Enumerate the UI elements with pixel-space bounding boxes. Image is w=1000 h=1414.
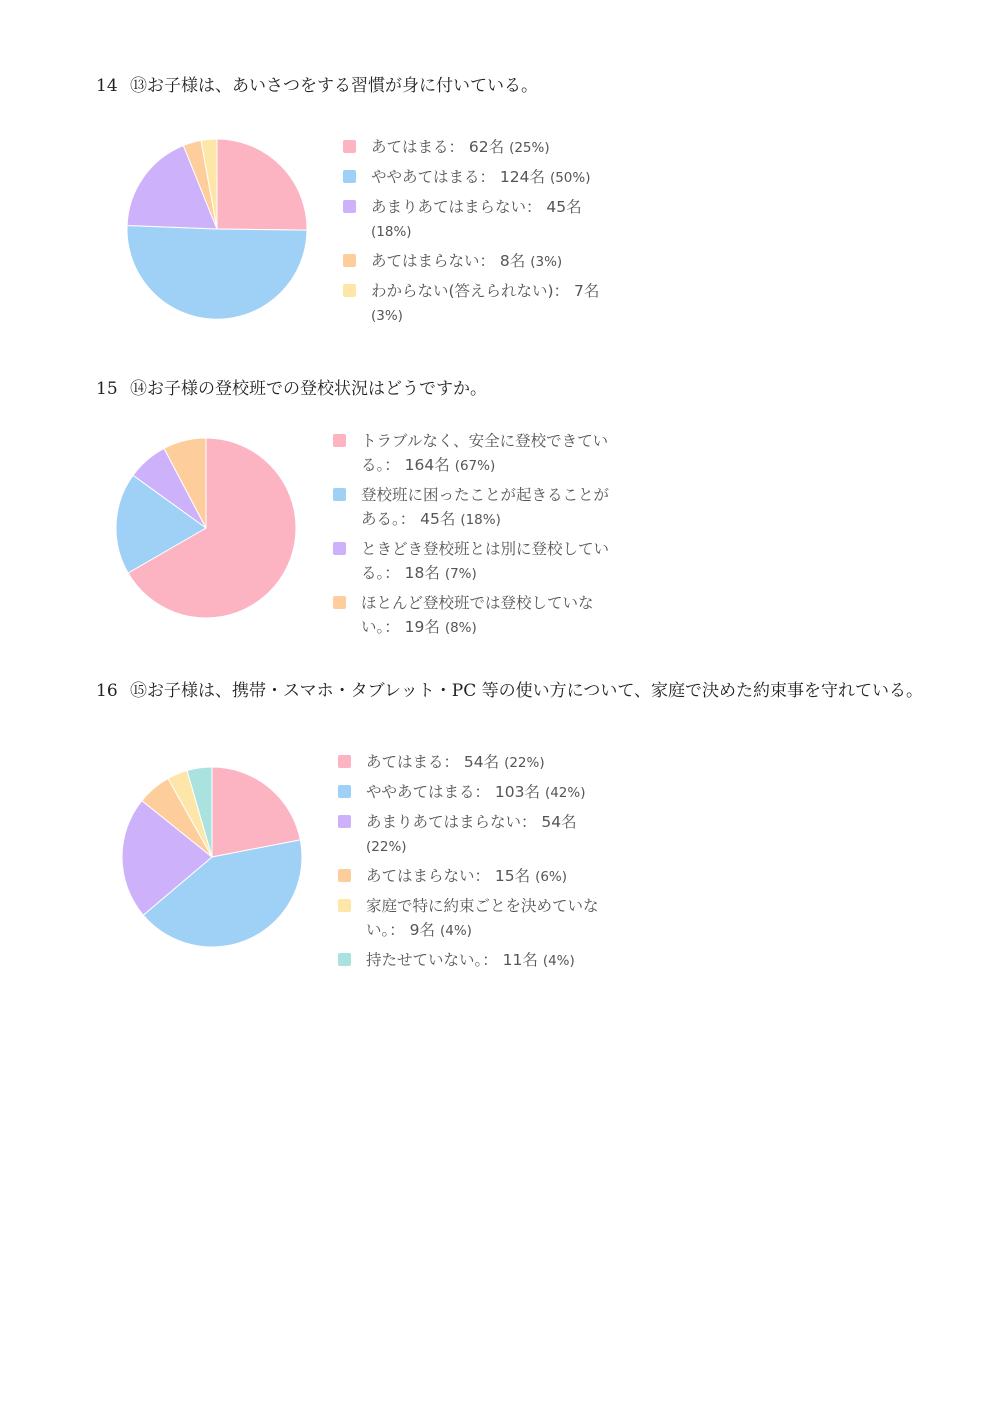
legend-label: あてはまる： 54名 bbox=[366, 753, 505, 771]
question-number: 15 bbox=[96, 379, 118, 399]
legend-percent: (6%) bbox=[535, 869, 568, 885]
chart-legend bbox=[343, 135, 621, 333]
legend-swatch bbox=[338, 785, 351, 798]
question-title bbox=[96, 71, 926, 101]
legend-swatch bbox=[333, 488, 346, 501]
legend-label: あてはまらない： 15名 bbox=[366, 867, 536, 885]
legend-percent: (7%) bbox=[444, 566, 477, 582]
question-text: ⑭お子様の登校班での登校状況はどうですか。 bbox=[130, 379, 487, 399]
pie-chart bbox=[117, 762, 307, 952]
legend-percent: (18%) bbox=[371, 224, 412, 240]
question-text: ⑬お子様は、あいさつをする習慣が身に付いている。 bbox=[130, 76, 538, 96]
chart-legend bbox=[333, 429, 611, 645]
legend-percent: (3%) bbox=[530, 254, 563, 270]
legend-item bbox=[343, 135, 621, 160]
legend-percent: (50%) bbox=[549, 170, 591, 186]
legend-label: あてはまる： 62名 bbox=[371, 138, 510, 156]
legend-percent: (8%) bbox=[444, 620, 477, 636]
legend-percent: (18%) bbox=[460, 512, 501, 528]
legend-percent: (25%) bbox=[509, 140, 550, 156]
legend-label: わからない(答えられない)： 7名 bbox=[371, 282, 600, 300]
legend-item bbox=[338, 750, 616, 775]
legend-swatch bbox=[343, 254, 356, 267]
legend-item bbox=[343, 165, 621, 190]
legend-item bbox=[338, 948, 616, 973]
pie-slice-1 bbox=[217, 139, 307, 230]
legend-item bbox=[338, 810, 616, 859]
question-number: 14 bbox=[96, 76, 118, 96]
legend-item bbox=[343, 195, 621, 244]
legend-item bbox=[333, 537, 611, 586]
question-number: 16 bbox=[96, 681, 118, 701]
legend-label: 家庭で特に約束ごとを決めていない。： 9名 bbox=[366, 897, 599, 939]
legend-swatch bbox=[333, 596, 346, 609]
legend-percent: (3%) bbox=[371, 308, 403, 324]
pie-chart bbox=[122, 134, 312, 324]
legend-label: トラブルなく、安全に登校できている。： 164名 bbox=[361, 432, 609, 474]
legend-swatch bbox=[338, 953, 351, 966]
legend-label: ときどき登校班とは別に登校している。： 18名 bbox=[361, 540, 610, 582]
legend-swatch bbox=[338, 899, 351, 912]
legend-item bbox=[338, 894, 616, 943]
pie-chart bbox=[111, 433, 301, 623]
legend-item bbox=[333, 429, 611, 478]
legend-label: ほとんど登校班では登校していない。： 19名 bbox=[361, 594, 594, 636]
legend-item bbox=[333, 483, 611, 532]
legend-label: 持たせていない。： 11名 bbox=[366, 951, 543, 969]
legend-item bbox=[333, 591, 611, 640]
legend-swatch bbox=[338, 869, 351, 882]
legend-swatch bbox=[343, 140, 356, 153]
legend-item bbox=[343, 279, 621, 328]
legend-label: あまりあてはまらない： 45名 bbox=[371, 198, 582, 216]
legend-swatch bbox=[338, 815, 351, 828]
legend-label: ややあてはまる： 103名 bbox=[366, 783, 545, 801]
question-title bbox=[96, 374, 926, 404]
legend-percent: (4%) bbox=[542, 953, 575, 969]
legend-item bbox=[338, 864, 616, 889]
legend-swatch bbox=[343, 284, 356, 297]
legend-swatch bbox=[343, 200, 356, 213]
legend-percent: (4%) bbox=[439, 923, 472, 939]
legend-swatch bbox=[333, 434, 346, 447]
legend-swatch bbox=[338, 755, 351, 768]
chart-legend bbox=[338, 750, 616, 978]
pie-slice-2 bbox=[127, 226, 307, 320]
question-text: ⑮お子様は、携帯・スマホ・タブレット・PC 等の使い方について、家庭で決めた約束事を守れている。 bbox=[130, 681, 923, 701]
legend-swatch bbox=[333, 542, 346, 555]
legend-item bbox=[343, 249, 621, 274]
legend-label: あまりあてはまらない： 54名 bbox=[366, 813, 577, 831]
legend-item bbox=[338, 780, 616, 805]
legend-percent: (22%) bbox=[366, 839, 407, 855]
legend-swatch bbox=[343, 170, 356, 183]
legend-percent: (67%) bbox=[454, 458, 496, 474]
legend-percent: (42%) bbox=[544, 785, 586, 801]
legend-label: あてはまらない： 8名 bbox=[371, 252, 531, 270]
legend-label: 登校班に困ったことが起きることがある。： 45名 bbox=[361, 486, 610, 528]
question-title bbox=[96, 676, 926, 706]
legend-label: ややあてはまる： 124名 bbox=[371, 168, 550, 186]
legend-percent: (22%) bbox=[504, 755, 545, 771]
